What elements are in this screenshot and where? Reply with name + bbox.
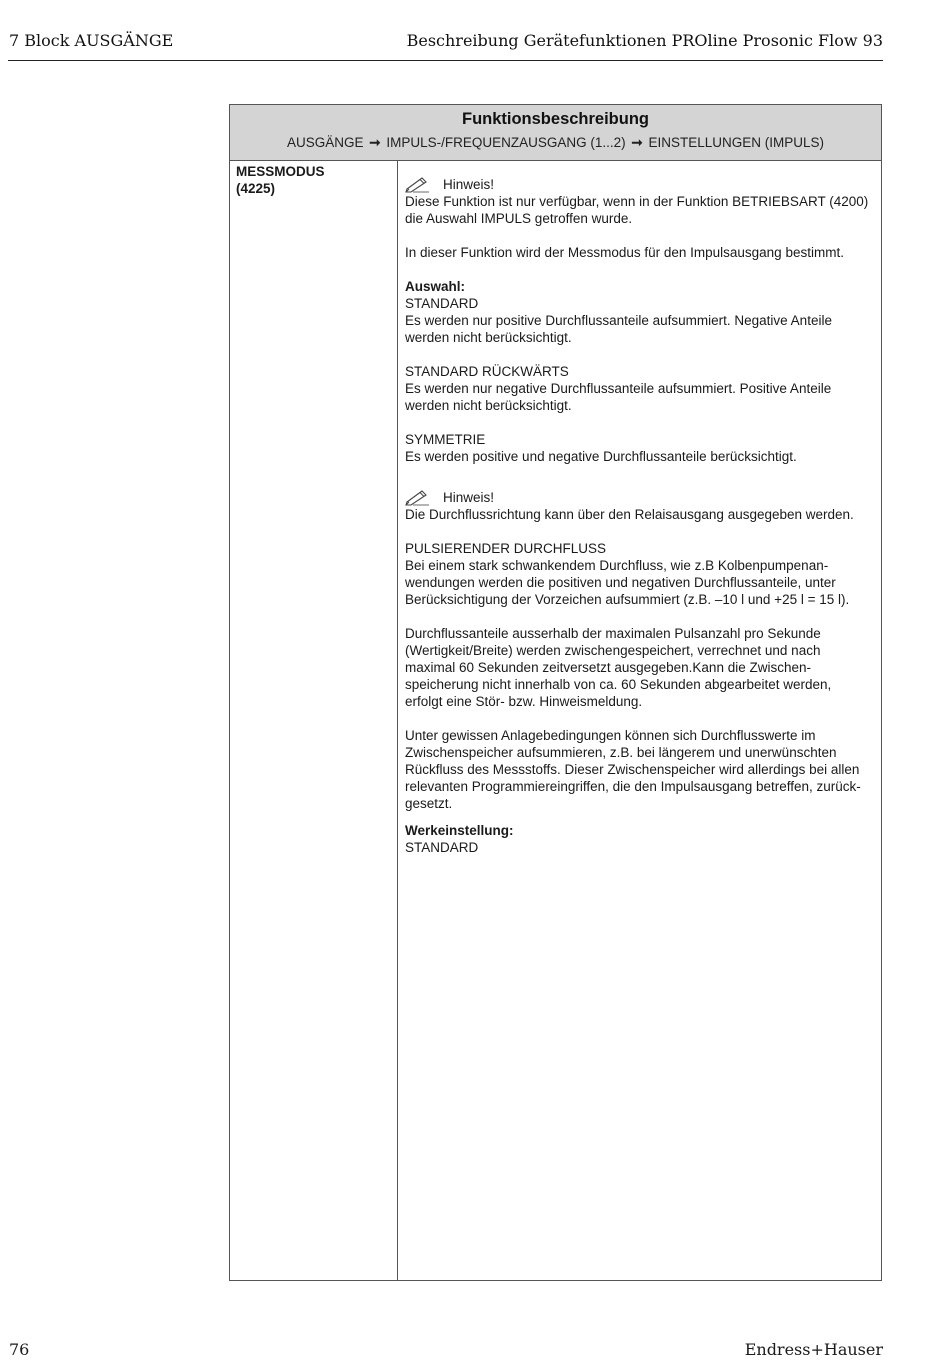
pencil-icon <box>405 489 431 506</box>
option-name: PULSIERENDER DURCHFLUSS <box>405 541 607 556</box>
path-arrow-icon: ➞ <box>631 135 643 150</box>
path-arrow-icon: ➞ <box>369 135 381 150</box>
note-heading <box>405 176 871 193</box>
paragraph: Unter gewissen Anlagebedingungen können sich Durchflusswerte im Zwischenspeicher aufsummieren, z.B. bei längerem und unerwünschten Rückfluss des Messstoffs. Dieser Zwischenspeicher wird allerdings bei allen relevanten Programmiereingriffen, die den Impulsausgang betreffen, zurück-gesetzt. <box>405 728 861 811</box>
default-value: STANDARD <box>405 840 479 855</box>
note-block <box>405 489 871 523</box>
option-name: SYMMETRIE <box>405 432 486 447</box>
menu-path-level-3: EINSTELLUNGEN (IMPULS) <box>648 135 825 150</box>
option-name: STANDARD <box>405 296 479 311</box>
header-divider <box>8 60 883 61</box>
table-title: Funktionsbeschreibung <box>461 110 649 128</box>
default-heading: Werkeinstellung: <box>405 823 514 838</box>
option-block <box>405 431 871 465</box>
option-description: Bei einem stark schwankendem Durchfluss, wie z.B Kolbenpumpenan-wendungen werden die positiven und negativen Durchflussanteile, unter Berücksichtigung der Vorzeichen aufsummiert (z.B. –10 l und +25 l = 15 l). <box>405 558 850 607</box>
menu-path-level-1: AUSGÄNGE <box>286 135 364 150</box>
intro-text: In dieser Funktion wird der Messmodus für den Impulsausgang bestimmt. <box>405 245 844 260</box>
brand-logo: Endress+Hauser <box>744 1340 883 1359</box>
table-header <box>230 105 881 161</box>
choice-heading: Auswahl: <box>405 279 466 294</box>
table-body <box>230 161 881 1280</box>
menu-path-level-2: IMPULS-/FREQUENZAUSGANG (1...2) <box>386 135 626 150</box>
option-description: Es werden nur negative Durchflussanteile aufsummiert. Positive Anteile werden nicht berücksichtigt. <box>405 381 832 413</box>
note-label: Hinweis! <box>443 177 495 192</box>
function-name: MESSMODUS <box>236 164 325 179</box>
header-section-title: 7 Block AUSGÄNGE <box>9 31 174 50</box>
header-document-title: Beschreibung Gerätefunktionen PROline Prosonic Flow 93 <box>406 31 883 50</box>
description-column <box>398 161 881 1280</box>
option-name: STANDARD RÜCKWÄRTS <box>405 364 569 379</box>
option-description: Es werden nur positive Durchflussanteile aufsummiert. Negative Anteile werden nicht berücksichtigt. <box>405 313 832 345</box>
menu-path <box>230 134 881 152</box>
option-description: Es werden positive und negative Durchflussanteile berücksichtigt. <box>405 449 797 464</box>
note-block <box>405 176 871 227</box>
function-table <box>229 104 882 1281</box>
option-block <box>405 540 871 608</box>
note-text: Diese Funktion ist nur verfügbar, wenn in der Funktion BETRIEBSART (4200) die Auswahl IMPULS getroffen wurde. <box>405 194 869 226</box>
note-heading <box>405 489 871 506</box>
page-number: 76 <box>9 1340 30 1359</box>
function-code: (4225) <box>236 181 276 196</box>
paragraph: Durchflussanteile ausserhalb der maximalen Pulsanzahl pro Sekunde (Wertigkeit/Breite) werden zwischengespeichert, verrechnet und nach maximal 60 Sekunden zeitversetzt ausgegeben.Kann die Zwischen-speicherung nicht innerhalb von ca. 60 Sekunden abgearbeitet werden, erfolgt eine Stör- bzw. Hinweismeldung. <box>405 626 832 709</box>
default-block <box>405 822 871 856</box>
pencil-icon <box>405 176 431 193</box>
choice-block <box>405 278 871 346</box>
function-column <box>230 161 398 1280</box>
note-label: Hinweis! <box>443 490 495 505</box>
option-block <box>405 363 871 414</box>
note-text: Die Durchflussrichtung kann über den Relaisausgang ausgegeben werden. <box>405 507 854 522</box>
